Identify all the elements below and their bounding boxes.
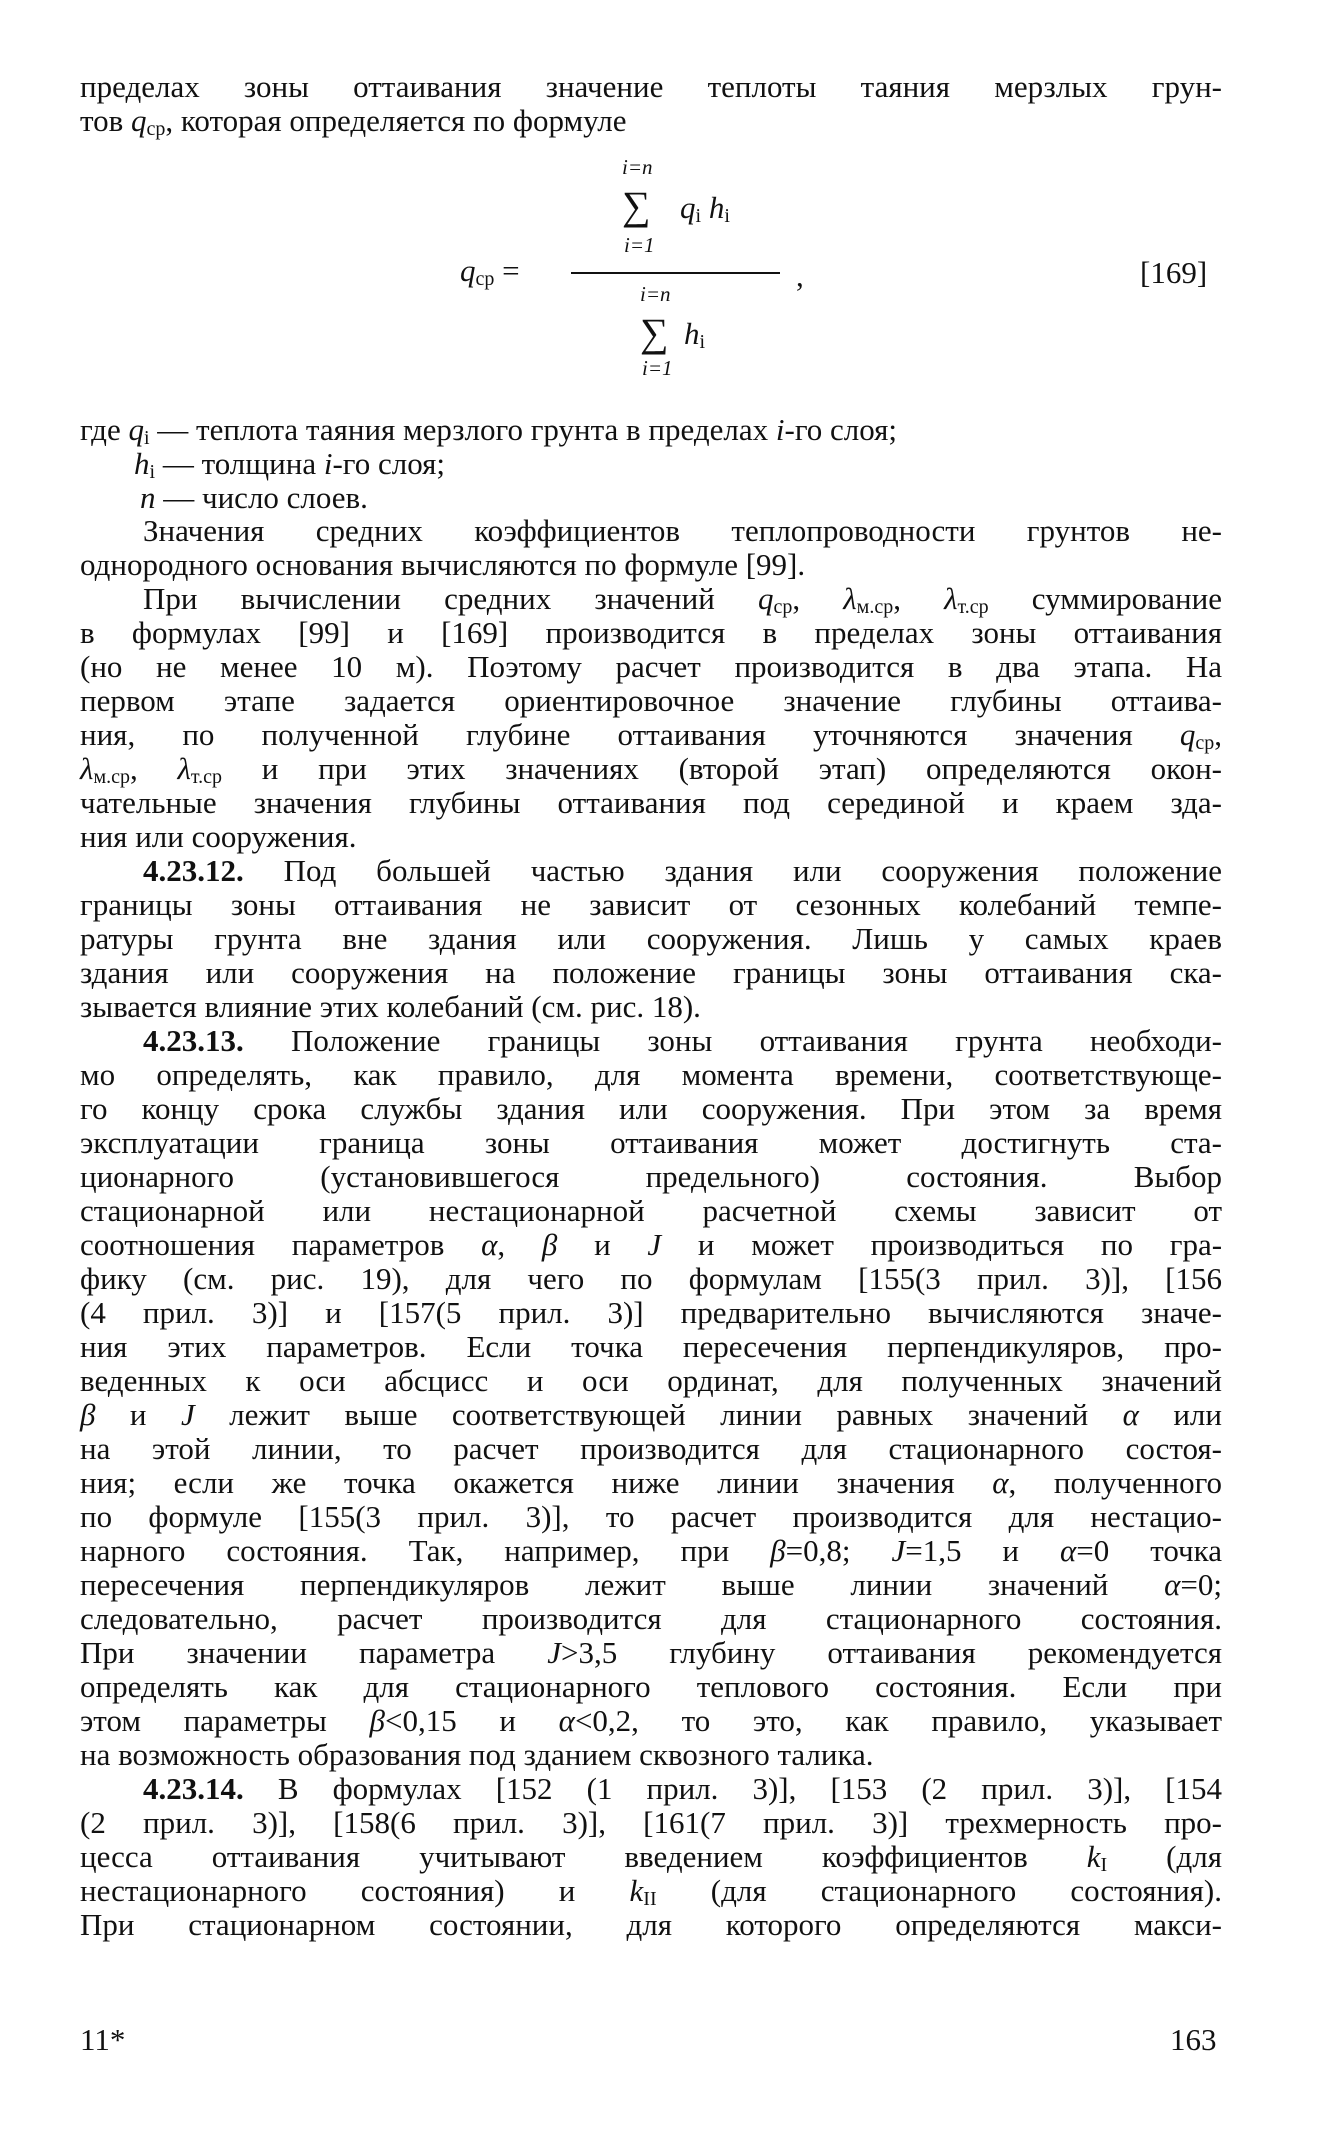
- math-variable: J: [891, 1533, 906, 1568]
- definition-subscript: i: [143, 427, 150, 449]
- math-variable: α: [992, 1465, 1009, 1500]
- text-run: ,: [497, 1227, 542, 1262]
- text-run: нестационарного состояния) и: [80, 1873, 630, 1908]
- denominator-h: h: [684, 316, 700, 351]
- math-subscript: ср: [773, 596, 793, 618]
- math-variable: q: [131, 103, 147, 138]
- text-run: При вычислении средних значений: [143, 581, 758, 616]
- text-run: ,: [1214, 717, 1222, 752]
- definition-subscript: i: [149, 461, 156, 483]
- numerator-body: [680, 190, 730, 228]
- math-subscript: т.ср: [957, 596, 989, 618]
- text-run: определять как для стационарного теплового состояния. Если при: [80, 1669, 1222, 1704]
- text-run: ния этих параметров. Если точка пересечения перпендикуляров, про-: [80, 1329, 1222, 1364]
- text-run: фику (см. рис. 19), для чего по формулам [155(3 прил. 3)], [156: [80, 1261, 1222, 1296]
- text-line: [80, 104, 1222, 138]
- definition-text-end: -го слоя;: [332, 446, 445, 481]
- variable-definitions: [80, 413, 1222, 515]
- math-variable: α: [481, 1227, 498, 1262]
- text-line: [80, 1704, 1222, 1738]
- formula-lhs-var: q: [460, 253, 476, 288]
- text-line: [80, 1500, 1222, 1534]
- math-variable: q: [757, 581, 774, 616]
- denominator-h-sub: i: [699, 331, 706, 353]
- text-line: [80, 1738, 1222, 1772]
- text-line: [80, 1534, 1222, 1568]
- math-variable: k: [629, 1873, 644, 1908]
- page-number: 163: [1170, 2022, 1217, 2057]
- text-run: (но не менее 10 м). Поэтому расчет производится в два этапа. На: [80, 649, 1222, 684]
- text-run: (для: [1107, 1839, 1222, 1874]
- math-variable: J: [547, 1635, 561, 1670]
- denominator-upper-limit: i=n: [640, 282, 671, 306]
- text-run: и может производиться по гра-: [661, 1227, 1223, 1262]
- text-run: пересечения перпендикуляров лежит выше линии значений: [80, 1567, 1165, 1602]
- text-run: ния; если же точка окажется ниже линии значения: [80, 1465, 993, 1500]
- text-run: пределах зоны оттаивания значение теплоты таяния мерзлых грун-: [80, 69, 1222, 104]
- definition-text: — число слоев.: [155, 480, 368, 515]
- section-number: 4.23.13.: [143, 1023, 244, 1058]
- text-line: [80, 650, 1222, 684]
- text-run: ционарного (установившегося предельного) состояния. Выбор: [80, 1159, 1222, 1194]
- text-line: [80, 1908, 1222, 1942]
- text-run: здания или сооружения на положение границы зоны оттаивания ска-: [80, 955, 1222, 990]
- text-run: Под большей частью здания или сооружения положение: [243, 853, 1222, 888]
- text-run: и: [557, 1227, 648, 1262]
- intro-text: [80, 70, 1222, 138]
- definition-text: — теплота таяния мерзлого грунта в пределах: [149, 412, 776, 447]
- text-run: соотношения параметров: [80, 1227, 482, 1262]
- formula-equals: =: [502, 253, 520, 288]
- math-subscript: т.ср: [190, 766, 223, 788]
- text-line: [80, 1364, 1222, 1398]
- text-run: тов: [80, 103, 132, 138]
- text-run: и: [95, 1397, 181, 1432]
- math-variable: λ: [944, 581, 958, 616]
- paragraph: [80, 582, 1222, 854]
- body-text: [80, 514, 1222, 1942]
- text-run: При значении параметра: [80, 1635, 548, 1670]
- text-run: ,: [893, 581, 945, 616]
- formula-lhs: [460, 253, 520, 291]
- text-line: [80, 990, 1222, 1024]
- signature-mark: 11*: [80, 2022, 126, 2057]
- formula-lhs-sub: ср: [475, 268, 495, 290]
- math-variable: β: [80, 1397, 96, 1432]
- text-run: >3,5 глубину оттаивания рекомендуется: [560, 1635, 1222, 1670]
- denominator-sum-symbol: ∑: [640, 310, 669, 355]
- text-run: эксплуатации граница зоны оттаивания может достигнуть ста-: [80, 1125, 1222, 1160]
- text-run: При стационарном состоянии, для которого определяются макси-: [80, 1907, 1222, 1942]
- text-line: [80, 1568, 1222, 1602]
- denominator-body: [684, 316, 705, 354]
- numerator-h: h: [708, 190, 725, 225]
- math-subscript: м.ср: [856, 596, 894, 618]
- text-line: [80, 1228, 1222, 1262]
- text-run: ния или сооружения.: [80, 819, 357, 854]
- formula-number: [169]: [1140, 255, 1208, 290]
- text-line: [80, 718, 1222, 752]
- definition-text-end: -го слоя;: [784, 412, 898, 447]
- text-run: (4 прил. 3)] и [157(5 прил. 3)] предварительно вычисляются значе-: [80, 1295, 1222, 1330]
- text-run: чательные значения глубины оттаивания под серединой и краем зда-: [80, 785, 1222, 820]
- text-line: [80, 684, 1222, 718]
- text-run: мо определять, как правило, для момента времени, соответствующе-: [80, 1057, 1222, 1092]
- numerator-lower-limit: i=1: [624, 233, 655, 257]
- text-line: [80, 1772, 1222, 1806]
- math-variable: α: [1122, 1397, 1139, 1432]
- text-run: зывается влияние этих колебаний (см. рис. 18).: [80, 989, 701, 1024]
- math-variable: α: [1059, 1533, 1077, 1568]
- text-run: суммирование: [988, 581, 1222, 616]
- text-line: [80, 1840, 1222, 1874]
- math-variable: β: [369, 1703, 385, 1738]
- text-line: [80, 1466, 1222, 1500]
- text-line: [80, 752, 1222, 786]
- math-subscript: ср: [146, 118, 166, 140]
- text-run: го концу срока службы здания или сооружения. При этом за время: [80, 1091, 1222, 1126]
- text-run: веденных к оси абсцисс и оси ординат, для полученных значений: [80, 1363, 1222, 1398]
- text-line: [80, 1092, 1222, 1126]
- text-line: [80, 548, 1222, 582]
- text-line: [80, 616, 1222, 650]
- text-line: [80, 1058, 1222, 1092]
- text-run: первом этапе задается ориентировочное значение глубины оттаива-: [80, 683, 1222, 718]
- text-run: лежит выше соответствующей линии равных значений: [194, 1397, 1123, 1432]
- text-run: ратуры грунта вне здания или сооружения. Лишь у самых краев: [80, 921, 1222, 956]
- math-variable: λ: [843, 581, 857, 616]
- paragraph: [80, 1024, 1222, 1772]
- math-variable: α: [558, 1703, 575, 1738]
- denominator-lower-limit: i=1: [642, 356, 673, 380]
- definition-index: i: [775, 412, 785, 447]
- text-run: по формуле [155(3 прил. 3)], то расчет производится для нестацио-: [80, 1499, 1222, 1534]
- text-run: ,: [129, 751, 178, 786]
- text-line: [80, 956, 1222, 990]
- text-line: [80, 1398, 1222, 1432]
- text-run: или: [1138, 1397, 1222, 1432]
- text-line: [80, 1330, 1222, 1364]
- text-line: [80, 922, 1222, 956]
- definition-line: [80, 413, 1222, 447]
- text-run: (2 прил. 3)], [158(6 прил. 3)], [161(7 прил. 3)] трехмерность про-: [80, 1805, 1222, 1840]
- text-run: следовательно, расчет производится для стационарного состояния.: [80, 1601, 1222, 1636]
- math-subscript: ср: [1195, 732, 1215, 754]
- math-variable: β: [770, 1533, 786, 1568]
- text-run: (для стационарного состояния).: [656, 1873, 1222, 1908]
- definition-text: — толщина: [155, 446, 324, 481]
- math-subscript: II: [643, 1888, 657, 1910]
- text-line: [80, 1636, 1222, 1670]
- math-variable: J: [180, 1397, 195, 1432]
- text-line: [80, 70, 1222, 104]
- text-line: [80, 1602, 1222, 1636]
- text-line: [80, 1126, 1222, 1160]
- text-run: стационарной или нестационарной расчетной схемы зависит от: [80, 1193, 1222, 1228]
- text-run: в формулах [99] и [169] производится в пределах зоны оттаивания: [80, 615, 1222, 650]
- math-subscript: I: [1100, 1854, 1108, 1876]
- formula-comma: ,: [796, 258, 804, 293]
- numerator-sum-symbol: ∑: [622, 183, 651, 228]
- text-run: Значения средних коэффициентов теплопроводности грунтов не-: [143, 513, 1222, 548]
- text-line: [80, 582, 1222, 616]
- text-line: [80, 854, 1222, 888]
- definition-prefix: где: [80, 412, 129, 447]
- paragraph: [80, 854, 1222, 1024]
- definition-index: i: [323, 446, 333, 481]
- math-variable: β: [541, 1227, 558, 1262]
- math-variable: α: [1164, 1567, 1181, 1602]
- numerator-upper-limit: i=n: [622, 155, 653, 179]
- text-run: на этой линии, то расчет производится для стационарного состоя-: [80, 1431, 1222, 1466]
- text-run: =0 точка: [1076, 1533, 1222, 1568]
- definition-variable: n: [140, 480, 156, 515]
- text-line: [80, 1432, 1222, 1466]
- section-number: 4.23.12.: [143, 853, 244, 888]
- text-line: [80, 1160, 1222, 1194]
- definition-variable: q: [128, 412, 144, 447]
- text-line: [80, 1670, 1222, 1704]
- text-run: <0,15 и: [385, 1703, 559, 1738]
- text-line: [80, 1262, 1222, 1296]
- text-run: нарного состояния. Так, например, при: [80, 1533, 771, 1568]
- text-line: [80, 1874, 1222, 1908]
- text-run: <0,2, то это, как правило, указывает: [574, 1703, 1222, 1738]
- text-run: и при этих значениях (второй этап) определяются окон-: [222, 751, 1223, 786]
- text-line: [80, 786, 1222, 820]
- math-subscript: м.ср: [93, 766, 130, 788]
- math-variable: q: [1179, 717, 1196, 752]
- text-run: на возможность образования под зданием сквозного талика.: [80, 1737, 874, 1772]
- text-run: =0;: [1180, 1567, 1222, 1602]
- definition-line: [80, 447, 1222, 481]
- math-variable: k: [1086, 1839, 1101, 1874]
- fraction-bar: [571, 272, 780, 274]
- text-run: границы зоны оттаивания не зависит от сезонных колебаний темпе-: [80, 887, 1222, 922]
- math-variable: λ: [80, 751, 94, 786]
- text-run: , полученного: [1008, 1465, 1223, 1500]
- text-line: [80, 888, 1222, 922]
- numerator-q: q: [680, 190, 696, 225]
- numerator-h-sub: i: [724, 205, 730, 227]
- text-run: однородного основания вычисляются по формуле [99].: [80, 547, 806, 582]
- section-number: 4.23.14.: [143, 1771, 244, 1806]
- text-run: =1,5 и: [905, 1533, 1060, 1568]
- text-run: этом параметры: [80, 1703, 370, 1738]
- text-run: =0,8;: [785, 1533, 892, 1568]
- text-line: [80, 514, 1222, 548]
- numerator-q-sub: i: [695, 205, 702, 227]
- text-line: [80, 1296, 1222, 1330]
- text-line: [80, 1194, 1222, 1228]
- definition-line: [80, 481, 1222, 515]
- text-run: цесса оттаивания учитывают введением коэффициентов: [80, 1839, 1087, 1874]
- text-line: [80, 820, 1222, 854]
- text-line: [80, 1806, 1222, 1840]
- definition-variable: h: [134, 446, 150, 481]
- paragraph: [80, 1772, 1222, 1942]
- paragraph: [80, 514, 1222, 582]
- math-variable: J: [647, 1227, 662, 1262]
- text-run: В формулах [152 (1 прил. 3)], [153 (2 прил. 3)], [154: [243, 1771, 1222, 1806]
- text-run: ,: [792, 581, 844, 616]
- text-run: Положение границы зоны оттаивания грунта необходи-: [243, 1023, 1222, 1058]
- math-variable: λ: [177, 751, 191, 786]
- text-line: [80, 1024, 1222, 1058]
- text-run: ния, по полученной глубине оттаивания уточняются значения: [80, 717, 1180, 752]
- text-run: , которая определяется по формуле: [165, 103, 627, 138]
